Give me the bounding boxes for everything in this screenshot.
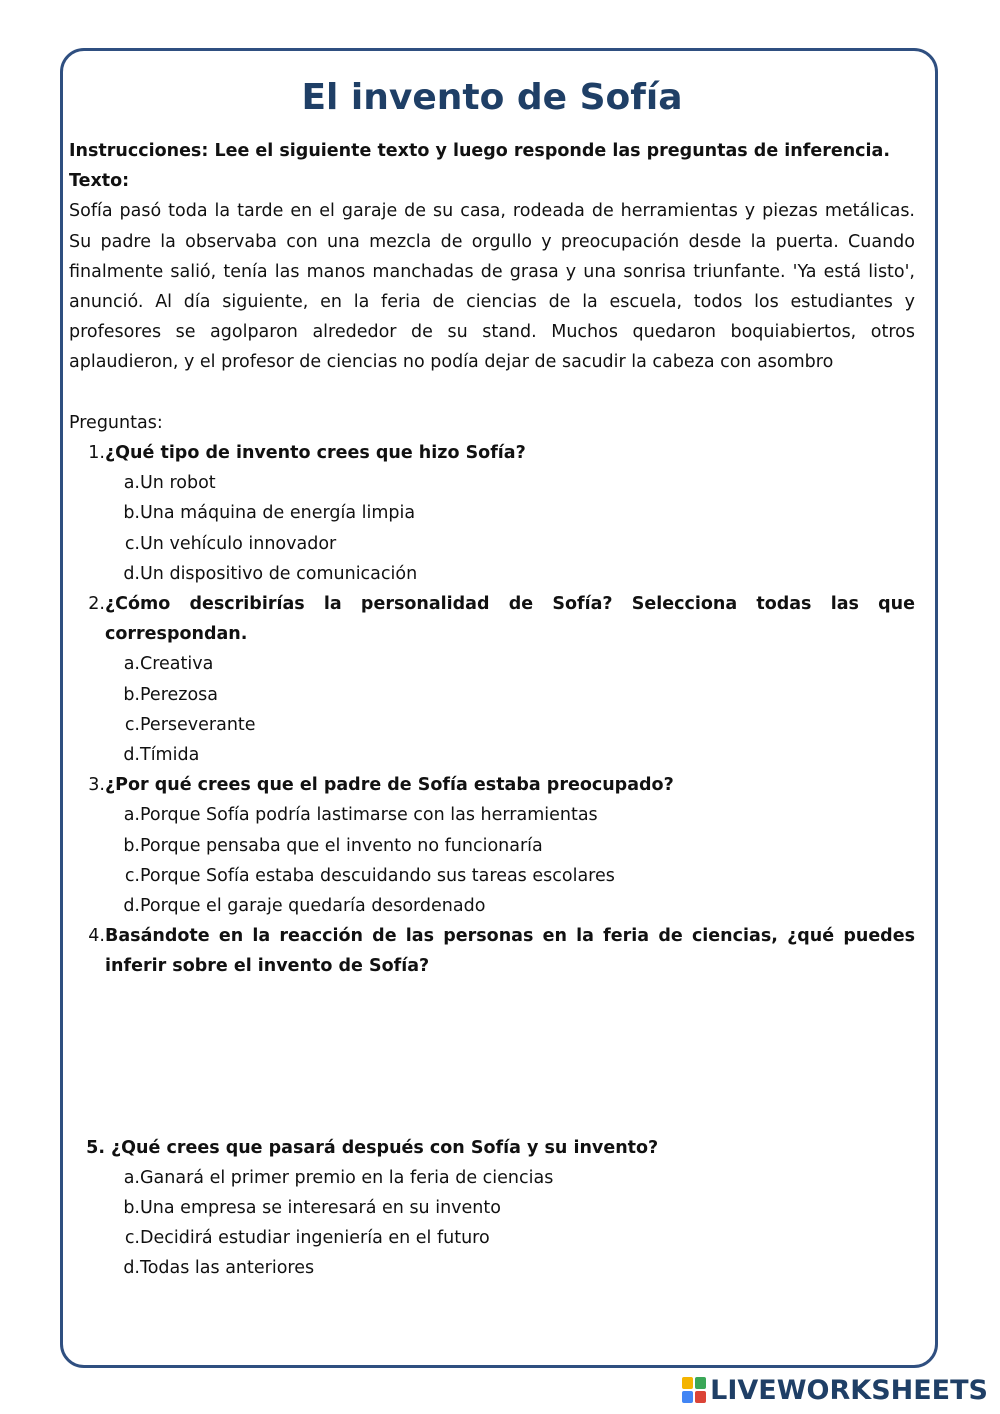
question-5-options [69,1163,915,1284]
option-5d[interactable] [69,1253,915,1283]
option-2c[interactable] [69,710,915,740]
option-text: Perseverante [140,714,256,735]
option-letter: d. [123,745,140,766]
option-letter: c. [124,865,140,886]
option-text: Creativa [140,654,214,675]
option-3a[interactable] [69,800,915,830]
question-5 [69,1133,915,1163]
option-1c[interactable] [69,529,915,559]
question-number: 3. [88,775,105,796]
logo-block [682,1377,693,1389]
option-3c[interactable] [69,861,915,891]
question-number: 1. [88,443,105,464]
text-label: Texto: [69,171,130,192]
option-5c[interactable] [69,1223,915,1253]
option-text: Una máquina de energía limpia [140,503,416,524]
option-letter: a. [123,1167,140,1188]
option-text: Un robot [140,473,216,494]
questions-label: Preguntas: [69,412,163,433]
option-text: Un dispositivo de comunicación [140,563,418,584]
option-letter: c. [124,533,140,554]
option-text: Porque Sofía podría lastimarse con las herramientas [140,805,598,826]
question-text: ¿Por qué crees que el padre de Sofía estaba preocupado? [105,775,674,796]
question-3 [69,770,915,800]
question-number: 5. [86,1137,105,1158]
question-1 [69,438,915,468]
worksheet-content [69,136,915,1284]
question-text: ¿Qué tipo de invento crees que hizo Sofía? [105,443,526,464]
option-letter: b. [123,503,140,524]
option-text: Una empresa se interesará en su invento [140,1198,501,1219]
page-title: El invento de Sofía [301,77,683,118]
option-1a[interactable] [69,468,915,498]
instructions: Instrucciones: Lee el siguiente texto y luego responde las preguntas de inferencia. [69,141,891,161]
spacer [69,378,915,408]
option-letter: b. [123,835,140,856]
option-letter: c. [124,1228,140,1249]
liveworksheets-branding [682,1374,988,1406]
option-5a[interactable] [69,1163,915,1193]
question-number: 4. [88,926,105,947]
question-text: ¿Cómo describirías la personalidad de Sofía? Selecciona todas las que correspondan. [105,594,915,645]
option-5b[interactable] [69,1193,915,1223]
question-number: 2. [88,594,105,615]
option-letter: a. [123,805,140,826]
option-2a[interactable] [69,649,915,679]
option-letter: d. [123,1258,140,1279]
logo-block [695,1377,706,1389]
question-4 [69,921,915,981]
question-text: Basándote en la reacción de las personas en la feria de ciencias, ¿qué puedes inferir sobre el invento de Sofía? [105,926,915,977]
question-2-options [69,649,915,770]
option-letter: d. [123,896,140,917]
question-1-options [69,468,915,589]
question-4-answer-area[interactable] [69,982,915,1133]
option-text: Porque pensaba que el invento no funcionaría [140,835,543,856]
option-3d[interactable] [69,891,915,921]
option-3b[interactable] [69,831,915,861]
option-text: Porque el garaje quedaría desordenado [140,896,486,917]
option-text: Decidirá estudiar ingeniería en el futuro [140,1228,490,1249]
option-letter: b. [123,1198,140,1219]
option-text: Ganará el primer premio en la feria de ciencias [140,1167,554,1188]
option-letter: a. [123,473,140,494]
question-2 [69,589,915,649]
option-text: Perezosa [140,684,219,705]
option-text: Todas las anteriores [140,1258,315,1279]
option-1b[interactable] [69,498,915,528]
option-1d[interactable] [69,559,915,589]
option-text: Porque Sofía estaba descuidando sus tareas escolares [140,865,615,886]
question-text: ¿Qué crees que pasará después con Sofía y su invento? [111,1137,659,1158]
brand-name: LIVEWORKSHEETS [710,1374,988,1406]
logo-block [695,1391,706,1403]
option-letter: b. [123,684,140,705]
option-letter: a. [123,654,140,675]
option-2d[interactable] [69,740,915,770]
logo-block [682,1391,693,1403]
reading-passage: Sofía pasó toda la tarde en el garaje de su casa, rodeada de herramientas y piezas metálicas. Su padre la observaba con una mezcla de orgullo y preocupación desde la puerta. Cuando finalmente salió, tenía las manos manchadas de grasa y una sonrisa triunfante. 'Ya está listo', anunció. Al día siguiente, en la feria de ciencias de la escuela, todos los estudiantes y profesores se agolparon alrededor de su stand. Muchos quedaron boquiabiertos, otros aplaudieron, y el profesor de ciencias no podía dejar de sacudir la cabeza con asombro [69,201,915,373]
option-letter: c. [124,714,140,735]
option-2b[interactable] [69,680,915,710]
option-letter: d. [123,563,140,584]
liveworksheets-logo-icon [682,1377,706,1403]
option-text: Un vehículo innovador [140,533,337,554]
option-text: Tímida [140,745,200,766]
question-3-options [69,800,915,921]
